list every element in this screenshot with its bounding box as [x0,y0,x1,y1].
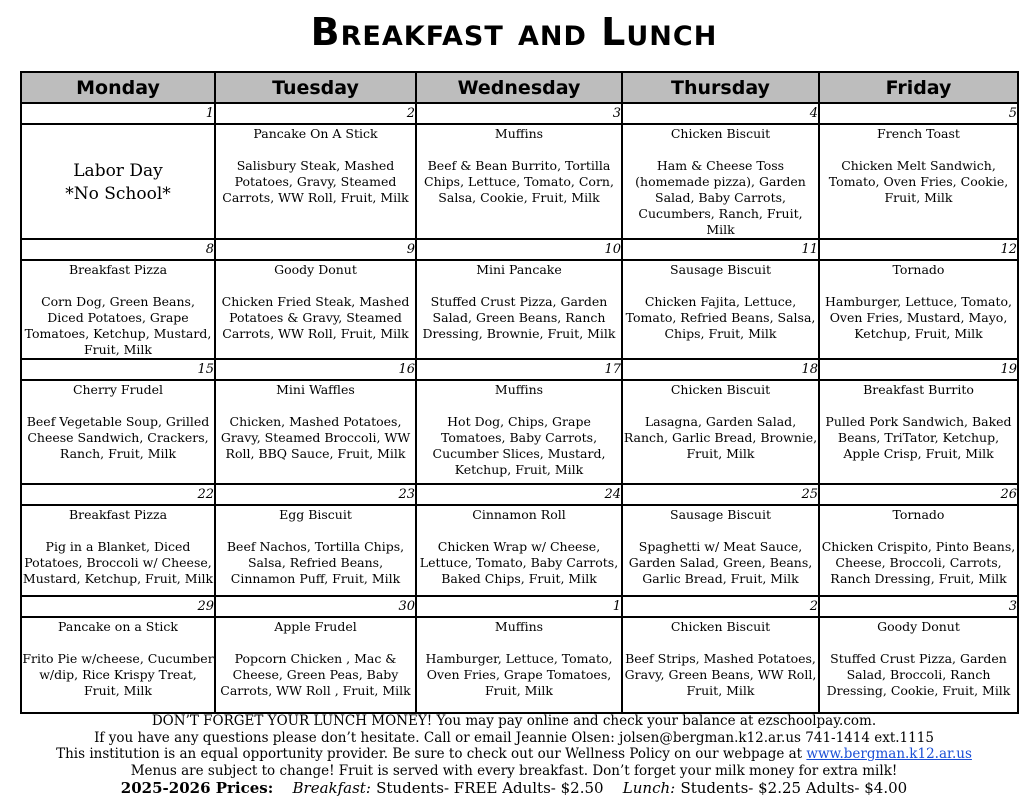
breakfast-item: Tornado [892,262,945,277]
holiday-note: *No School* [65,183,171,204]
date-number: 11 [622,239,819,260]
lunch-items: Hamburger, Lettuce, Tomato, Oven Fries, Mustard, Mayo, Ketchup, Fruit, Milk [824,294,1013,341]
meal-cell [622,260,819,359]
day-header-friday: Friday [819,72,1018,103]
breakfast-item: Muffins [494,126,544,141]
meal-cell [21,260,215,359]
breakfast-prices: Students- FREE Adults- $2.50 [376,779,604,797]
meal-cell [819,124,1018,239]
meal-cell [819,380,1018,484]
lunch-items: Chicken Fajita, Lettuce, Tomato, Refried Beans, Salsa, Chips, Fruit, Milk [625,294,816,341]
date-number: 2 [622,596,819,617]
meal-cell [622,505,819,596]
breakfast-item: Muffins [494,382,544,397]
meal-cell [622,617,819,713]
day-header-wednesday: Wednesday [416,72,622,103]
breakfast-item: French Toast [877,126,960,141]
meal-cell [819,617,1018,713]
date-number: 24 [416,484,622,505]
date-row [21,103,1018,124]
date-number: 1 [416,596,622,617]
date-number: 17 [416,359,622,380]
breakfast-item: Goody Donut [877,619,960,634]
lunch-items: Stuffed Crust Pizza, Garden Salad, Green Beans, Ranch Dressing, Brownie, Fruit, Milk [422,294,616,341]
lunch-items: Popcorn Chicken , Mac & Cheese, Green Peas, Baby Carrots, WW Roll , Fruit, Milk [220,651,411,698]
breakfast-price-label: Breakfast: [292,779,371,797]
lunch-items: Salisbury Steak, Mashed Potatoes, Gravy, Steamed Carrots, WW Roll, Fruit, Milk [222,158,409,205]
day-header-monday: Monday [21,72,215,103]
lunch-items: Hamburger, Lettuce, Tomato, Oven Fries, Grape Tomatoes, Fruit, Milk [425,651,613,698]
meal-row [21,380,1018,484]
breakfast-item: Sausage Biscuit [670,262,771,277]
lunch-price-label: Lunch: [622,779,676,797]
meal-cell [21,380,215,484]
meal-row [21,124,1018,239]
date-number: 1 [21,103,215,124]
lunch-prices: Students- $2.25 Adults- $4.00 [680,779,908,797]
prices-label: 2025-2026 Prices: [120,779,274,797]
date-number: 4 [622,103,819,124]
equal-opportunity-note [0,746,1028,763]
page-title: Breakfast and Lunch [310,10,718,54]
breakfast-item: Tornado [892,507,945,522]
breakfast-item: Breakfast Pizza [68,507,168,522]
date-number: 30 [215,596,416,617]
breakfast-item: Chicken Biscuit [670,619,771,634]
meal-cell [416,260,622,359]
school-website-link[interactable]: www.bergman.k12.ar.us [806,746,972,762]
meal-cell [622,124,819,239]
date-number: 26 [819,484,1018,505]
prices-line [0,779,1028,798]
contact-note: If you have any questions please don’t hesitate. Call or email Jeannie Olsen: jolsen@bergman.k12.ar.us 741-1414 ext.1115 [94,729,934,746]
date-number: 22 [21,484,215,505]
menu-calendar [20,71,1019,714]
menu-change-note: Menus are subject to change! Fruit is served with every breakfast. Don’t forget your milk money for extra milk! [130,762,898,779]
meal-cell [819,505,1018,596]
date-row [21,359,1018,380]
meal-cell [416,617,622,713]
meal-cell [622,380,819,484]
date-number: 10 [416,239,622,260]
breakfast-item: Chicken Biscuit [670,126,771,141]
lunch-items: Chicken, Mashed Potatoes, Gravy, Steamed Broccoli, WW Roll, BBQ Sauce, Fruit, Milk [220,414,411,461]
meal-cell [416,380,622,484]
breakfast-item: Pancake on a Stick [58,619,178,634]
lunch-items: Beef Nachos, Tortilla Chips, Salsa, Refried Beans, Cinnamon Puff, Fruit, Milk [226,539,405,586]
lunch-items: Lasagna, Garden Salad, Ranch, Garlic Bread, Brownie, Fruit, Milk [623,414,818,461]
lunch-items: Stuffed Crust Pizza, Garden Salad, Broccoli, Ranch Dressing, Cookie, Fruit, Milk [826,651,1011,698]
date-number: 15 [21,359,215,380]
date-number: 16 [215,359,416,380]
lunch-money-note: DON’T FORGET YOUR LUNCH MONEY! You may pay online and check your balance at ezschoolpay.com. [151,713,877,729]
lunch-items: Beef & Bean Burrito, Tortilla Chips, Lettuce, Tomato, Corn, Salsa, Cookie, Fruit, Milk [424,158,614,205]
meal-row [21,505,1018,596]
meal-cell [215,505,416,596]
breakfast-item: Cinnamon Roll [472,507,566,522]
breakfast-item: Pancake On A Stick [253,126,378,141]
breakfast-item: Sausage Biscuit [670,507,771,522]
holiday-cell [21,124,215,239]
meal-cell [215,260,416,359]
lunch-items: Hot Dog, Chips, Grape Tomatoes, Baby Carrots, Cucumber Slices, Mustard, Ketchup, Fruit, Milk [432,414,606,477]
date-number: 9 [215,239,416,260]
date-number: 29 [21,596,215,617]
breakfast-item: Mini Waffles [276,382,355,397]
lunch-items: Frito Pie w/cheese, Cucumber w/dip, Rice Krispy Treat, Fruit, Milk [22,651,214,698]
breakfast-item: Chicken Biscuit [670,382,771,397]
date-number: 2 [215,103,416,124]
date-number: 3 [416,103,622,124]
date-row [21,596,1018,617]
meal-cell [819,260,1018,359]
meal-cell [416,124,622,239]
lunch-items: Chicken Crispito, Pinto Beans, Cheese, Broccoli, Carrots, Ranch Dressing, Fruit, Milk [821,539,1016,586]
breakfast-item: Breakfast Pizza [68,262,168,277]
meal-row [21,617,1018,713]
meal-cell [416,505,622,596]
wellness-text: This institution is an equal opportunity provider. Be sure to check out our Wellness Policy on our webpage at [56,746,807,762]
date-number: 18 [622,359,819,380]
date-number: 5 [819,103,1018,124]
breakfast-item: Muffins [494,619,544,634]
lunch-items: Pig in a Blanket, Diced Potatoes, Broccoli w/ Cheese, Mustard, Ketchup, Fruit, Milk [22,539,214,586]
day-header-thursday: Thursday [622,72,819,103]
lunch-items: Chicken Melt Sandwich, Tomato, Oven Fries, Cookie, Fruit, Milk [828,158,1009,205]
lunch-items: Beef Vegetable Soup, Grilled Cheese Sandwich, Crackers, Ranch, Fruit, Milk [26,414,210,461]
lunch-items: Beef Strips, Mashed Potatoes, Gravy, Green Beans, WW Roll, Fruit, Milk [624,651,817,698]
lunch-items: Pulled Pork Sandwich, Baked Beans, TriTator, Ketchup, Apple Crisp, Fruit, Milk [825,414,1012,461]
lunch-items: Corn Dog, Green Beans, Diced Potatoes, Grape Tomatoes, Ketchup, Mustard, Fruit, Milk [24,294,212,357]
date-number: 8 [21,239,215,260]
holiday-name: Labor Day [73,160,163,181]
breakfast-item: Breakfast Burrito [863,382,974,397]
breakfast-item: Goody Donut [274,262,357,277]
date-number: 12 [819,239,1018,260]
date-number: 3 [819,596,1018,617]
lunch-items: Spaghetti w/ Meat Sauce, Garden Salad, Green, Beans, Garlic Bread, Fruit, Milk [628,539,813,586]
date-number: 23 [215,484,416,505]
breakfast-item: Mini Pancake [476,262,562,277]
day-header-row [21,72,1018,103]
date-row [21,239,1018,260]
meal-cell [21,505,215,596]
footer-notes [0,713,1028,798]
breakfast-item: Apple Frudel [274,619,357,634]
date-row [21,484,1018,505]
date-number: 25 [622,484,819,505]
meal-cell [21,617,215,713]
meal-cell [215,380,416,484]
meal-row [21,260,1018,359]
breakfast-item: Cherry Frudel [72,382,164,397]
breakfast-item: Egg Biscuit [279,507,352,522]
lunch-items: Ham & Cheese Toss (homemade pizza), Garden Salad, Baby Carrots, Cucumbers, Ranch, Fruit, Milk [635,158,806,237]
date-number: 19 [819,359,1018,380]
meal-cell [215,617,416,713]
lunch-items: Chicken Fried Steak, Mashed Potatoes & Gravy, Steamed Carrots, WW Roll, Fruit, Milk [221,294,410,341]
meal-cell [215,124,416,239]
lunch-items: Chicken Wrap w/ Cheese, Lettuce, Tomato, Baby Carrots, Baked Chips, Fruit, Milk [419,539,619,586]
day-header-tuesday: Tuesday [215,72,416,103]
